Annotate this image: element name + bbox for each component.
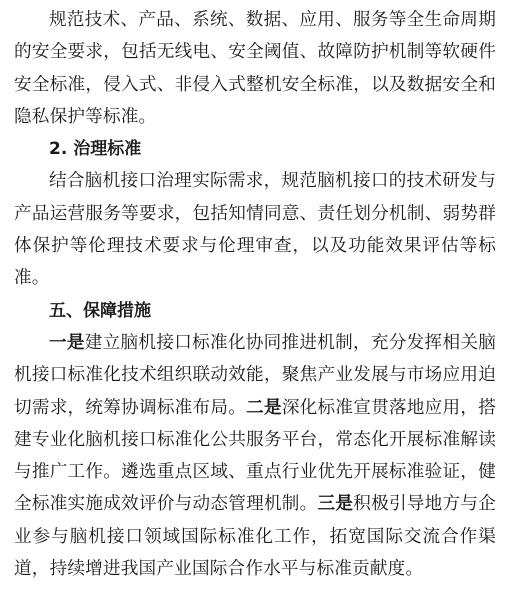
measure-text-second: 深化标准宣贯落地应用，搭建专业化脑机接口标准化公共服务平台，常态化开展标准解读与推广工作。遴选重点区域、重点行业优先开展标准验证，健全标准实施成效评价与动态管理机制。 <box>14 397 496 515</box>
section-heading-measures: 五、保障措施 <box>49 300 151 321</box>
paragraph-measures <box>14 327 496 585</box>
keyword-first: 一是 <box>49 332 85 353</box>
keyword-third: 三是 <box>317 494 354 515</box>
section-heading-governance: 2. 治理标准 <box>49 139 142 160</box>
measure-text-first: 建立脑机接口标准化协同推进机制，充分发挥相关脑机接口标准化技术组织联动效能，聚焦产业发展与市场应用迫切需求，统筹协调标准布局。 <box>14 332 497 418</box>
keyword-second: 二是 <box>246 397 282 418</box>
measure-text-third: 积极引导地方与企业参与脑机接口领域国际标准化工作，拓宽国际交流合作渠道，持续增进我国产业国际合作水平与标准贡献度。 <box>14 494 497 580</box>
paragraph-governance-standards: 结合脑机接口治理实际需求，规范脑机接口的技术研发与产品运营服务等要求，包括知情同意、责任划分机制、弱势群体保护等伦理技术要求与伦理审查，以及功能效果评估等标准。 <box>14 171 496 289</box>
paragraph-safety-standards: 规范技术、产品、系统、数据、应用、服务等全生命周期的安全要求，包括无线电、安全阈值、故障防护机制等软硬件安全标准，侵入式、非侵入式整机安全标准，以及数据安全和隐私保护等标准。 <box>14 10 496 127</box>
